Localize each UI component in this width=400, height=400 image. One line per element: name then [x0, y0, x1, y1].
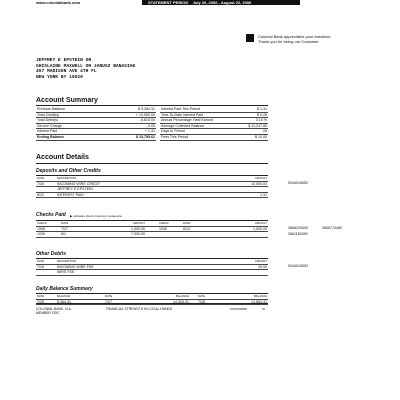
summary-value: $ 9.28 [238, 112, 268, 118]
balance-date: 7/28 [190, 299, 210, 305]
summary-value: $ 11,247.80 [238, 123, 268, 129]
col-header-check: CHECK [36, 221, 60, 226]
summary-value: $ 10.00 [238, 134, 268, 140]
deposit-amount: 10,000.00 [208, 181, 268, 187]
deposit-date: 7/26 [36, 181, 56, 187]
footer-slogan: FINANCIAL STRENGTH IN LOCAL HANDS [106, 307, 173, 311]
account-details-title: Account Details [36, 154, 89, 161]
check-reference: 3661160390 [288, 232, 308, 236]
checks-title: Checks Paid [36, 212, 66, 218]
notice-marker-icon [246, 34, 254, 42]
summary-value: 0.15 % [238, 118, 268, 124]
deposit-amount: 1.31 [208, 192, 268, 198]
summary-label: Previous Balance [36, 107, 106, 112]
deposit-description: INCOMING WIRE CREDIT [56, 181, 208, 187]
table-row [36, 270, 268, 276]
check-number: 1008 [36, 226, 60, 232]
balance-date: 7/27 [104, 299, 124, 305]
address-line: NEW YORK NY 10020 [36, 74, 83, 80]
deposits-table [36, 176, 268, 198]
col-header-amount: AMOUNT [222, 221, 268, 226]
col-header-balance: BALANCE [210, 294, 268, 299]
other-debits-table [36, 259, 268, 276]
account-summary-title: Account Summary [36, 97, 98, 104]
debit-amount: 10.00 [211, 264, 268, 270]
col-header-date: DATE [182, 221, 222, 226]
balance-amount: 13,854.31 [210, 299, 268, 305]
check-date [182, 232, 222, 238]
summary-label: Total Debit(s) [36, 118, 106, 124]
check-number: 1039 [36, 232, 60, 238]
summary-label: Average Collected Balance [160, 123, 238, 129]
daily-balance-title: Daily Balance Summary [36, 286, 93, 292]
divider [36, 163, 268, 164]
debit-description: WIRE FEE [56, 270, 211, 276]
footer-code: STMT0000WP [230, 308, 248, 311]
balance-amount: 5,364.31 [56, 299, 104, 305]
summary-label: Service Charge [36, 123, 106, 129]
deposit-date: 8/22 [36, 192, 56, 198]
col-header-check: CHECK [158, 221, 182, 226]
summary-label: Year-To-Date Interest Paid [160, 112, 238, 118]
check-amount: 7,000.00 [100, 232, 146, 238]
balance-amount: 14,354.31 [124, 299, 190, 305]
summary-value: $ 1.31 [238, 107, 268, 112]
col-header-balance: BALANCE [124, 294, 190, 299]
statement-period-bar [142, 0, 300, 5]
summary-row [160, 134, 268, 140]
divider [36, 303, 268, 304]
address-line: JEFFREY E EPSTEIN OR [36, 58, 92, 63]
deposit-description: INTEREST PAID [56, 192, 208, 198]
statement-period-label: STATEMENT PERIOD [148, 0, 189, 5]
debit-date: 7/26 [36, 264, 56, 270]
summary-label: Annual Percentage Yield Earned [160, 118, 238, 124]
col-header-date: DATE [190, 294, 210, 299]
checks-legend [70, 214, 122, 218]
col-header-date: DATE [36, 176, 56, 181]
check-number: 1040 [158, 226, 182, 232]
check-reference: 3665774460 [322, 226, 342, 230]
check-number [158, 232, 182, 238]
summary-label: Days In Period [160, 129, 238, 135]
summary-value: + 1.31 [106, 129, 156, 135]
summary-value: 28 [238, 129, 268, 135]
col-header-date: DATE [104, 294, 124, 299]
bank-website[interactable]: www.colonialbank.com [36, 0, 81, 5]
summary-label: Fees This Period [160, 134, 238, 140]
customer-address [36, 58, 135, 80]
col-header-amount: AMOUNT [208, 176, 268, 181]
other-debits-title: Other Debits [36, 251, 67, 257]
debit-reference: 0044016553 [288, 264, 308, 268]
checks-table [36, 221, 268, 238]
footer-bank-name: COLONIAL BANK, N.A. [36, 307, 72, 311]
footer-bank [36, 307, 72, 315]
footer-page-number: 56 [262, 308, 265, 311]
divider [36, 105, 268, 106]
summary-value: + 10,000.00 [106, 112, 156, 118]
summary-label: Ending Balance [36, 134, 106, 140]
table-row [36, 192, 268, 198]
balance-date: 7/25 [36, 299, 56, 305]
check-date: 8/1 [60, 232, 100, 238]
statement-period-value: July 26, 2006 - August 22, 2006 [192, 0, 252, 5]
deposit-reference: 0044016552 [288, 181, 308, 185]
table-row [36, 232, 268, 238]
summary-value: - 8,610.00 [106, 118, 156, 124]
missing-check-marker-icon: ▶ [70, 214, 73, 218]
summary-value: - 0.00 [106, 123, 156, 129]
customer-notice: Colonial Bank appreciates your business. Thank you for being our Customer [258, 34, 332, 44]
col-header-description: DESCRIPTION [56, 176, 208, 181]
col-header-amount: AMOUNT [211, 259, 268, 264]
summary-row [36, 134, 156, 140]
col-header-date: DATE [60, 221, 100, 226]
check-amount: 1,000.00 [100, 226, 146, 232]
footer-member: MEMBER FDIC [36, 311, 60, 315]
summary-value: $ 15,755.62 [106, 134, 156, 140]
deposit-description: JEFFREY E EPSTEIN [56, 187, 208, 193]
check-amount [222, 232, 268, 238]
summary-label: Interest Paid This Period [160, 107, 238, 112]
debit-description: INCOMING WIRE FEE [56, 264, 211, 270]
col-header-date: DATE [36, 294, 56, 299]
col-header-date: DATE [36, 259, 56, 264]
check-date: 8/12 [182, 226, 222, 232]
summary-label: Total Credit(s) [36, 112, 106, 118]
col-header-description: DESCRIPTION [56, 259, 211, 264]
debit-amount [211, 270, 268, 276]
check-date: 7/27 [60, 226, 100, 232]
checks-legend-text: indicates check missing in sequence [73, 214, 122, 218]
summary-value: $ 5,364.31 [106, 107, 156, 112]
summary-left-table [36, 107, 156, 141]
deposits-title: Deposits and Other Credits [36, 168, 101, 174]
address-line: GHISLAINE MAXWELL OR JANUSZ BANASIAK [36, 63, 136, 69]
summary-right-table [160, 107, 268, 141]
check-reference: 3666229490 [288, 226, 308, 230]
debit-date [36, 270, 56, 276]
summary-label: Interest Paid [36, 129, 106, 135]
check-amount: 1,000.00 [222, 226, 268, 232]
col-header-amount: AMOUNT [100, 221, 146, 226]
address-line: 457 MADISON AVE 4TH FL [36, 69, 97, 74]
col-header-balance: BALANCE [56, 294, 104, 299]
